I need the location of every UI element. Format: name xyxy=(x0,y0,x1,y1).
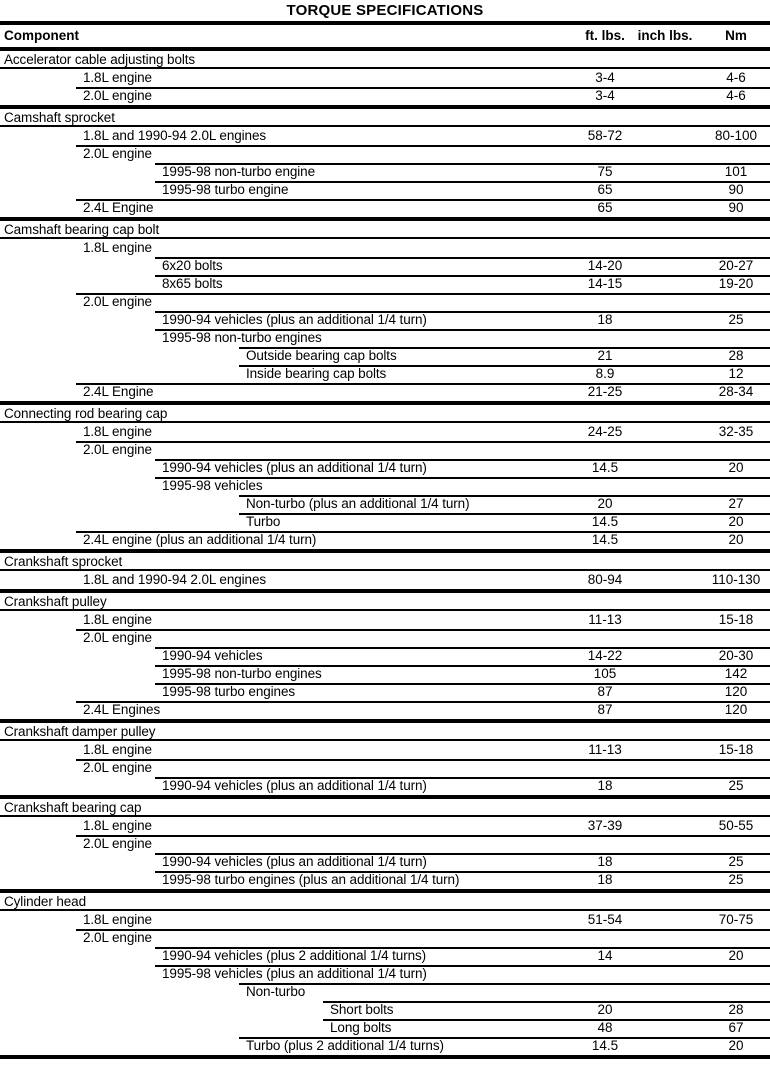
component-name: Crankshaft bearing cap xyxy=(4,800,142,815)
table-row xyxy=(0,911,770,929)
row-label: 2.0L engine xyxy=(83,146,152,161)
ft-lbs-value: 18 xyxy=(597,854,613,869)
row-label: 2.4L Engines xyxy=(83,702,161,717)
nm-value: 120 xyxy=(724,684,748,699)
nm-value: 142 xyxy=(724,666,748,681)
nm-value: 4-6 xyxy=(726,70,746,85)
ft-lbs-value: 18 xyxy=(597,872,613,887)
table-row xyxy=(0,163,770,181)
nm-value: 28-34 xyxy=(718,384,754,399)
table-row xyxy=(0,513,770,531)
row-label: 1995-98 turbo engines xyxy=(162,684,296,699)
table-row xyxy=(0,383,770,401)
ft-lbs-value: 65 xyxy=(597,200,613,215)
row-separator-line xyxy=(76,383,770,385)
nm-value: 50-55 xyxy=(718,818,754,833)
section xyxy=(0,593,770,723)
column-header-ft-lbs: ft. lbs. xyxy=(585,28,625,43)
row-label: 2.4L Engine xyxy=(83,384,154,399)
component-name: Connecting rod bearing cap xyxy=(4,406,168,421)
row-label: 2.0L engine xyxy=(83,836,152,851)
table-row xyxy=(0,983,770,1001)
section xyxy=(0,799,770,893)
table-row xyxy=(0,1001,770,1019)
nm-value: 90 xyxy=(728,200,744,215)
nm-value: 70-75 xyxy=(718,912,754,927)
component-name: Crankshaft pulley xyxy=(4,594,107,609)
row-label: 1990-94 vehicles xyxy=(162,648,263,663)
table-row xyxy=(0,741,770,759)
row-label: Long bolts xyxy=(330,1020,392,1035)
section-header-row xyxy=(0,109,770,127)
table-row xyxy=(0,181,770,199)
row-label: 1.8L engine xyxy=(83,742,152,757)
nm-value: 67 xyxy=(728,1020,744,1035)
nm-value: 28 xyxy=(728,348,744,363)
row-label: Short bolts xyxy=(330,1002,394,1017)
row-label: 1995-98 non-turbo engines xyxy=(162,330,322,345)
nm-value: 20 xyxy=(728,514,744,529)
table-row xyxy=(0,1019,770,1037)
row-separator-line xyxy=(76,629,770,631)
section-header-row xyxy=(0,799,770,817)
component-name: Accelerator cable adjusting bolts xyxy=(4,52,196,67)
table-row xyxy=(0,69,770,87)
row-label: 2.4L engine (plus an additional 1/4 turn) xyxy=(83,532,317,547)
table-row xyxy=(0,257,770,275)
table-row xyxy=(0,759,770,777)
row-separator-line xyxy=(76,701,770,703)
section xyxy=(0,51,770,109)
table-row xyxy=(0,701,770,719)
row-label: 8x65 bolts xyxy=(162,276,223,291)
row-label: 1995-98 non-turbo engine xyxy=(162,164,315,179)
nm-value: 20-30 xyxy=(718,648,754,663)
ft-lbs-value: 11-13 xyxy=(588,742,622,757)
row-separator-line xyxy=(76,929,770,931)
table-row xyxy=(0,571,770,589)
table-row xyxy=(0,329,770,347)
row-label: 1995-98 non-turbo engines xyxy=(162,666,322,681)
component-name: Cylinder head xyxy=(4,894,87,909)
table-row xyxy=(0,929,770,947)
table-row xyxy=(0,347,770,365)
ft-lbs-value: 14.5 xyxy=(591,532,619,547)
ft-lbs-value: 21 xyxy=(597,348,613,363)
component-name: Crankshaft damper pulley xyxy=(4,724,156,739)
table-row xyxy=(0,199,770,217)
row-label: 2.0L engine xyxy=(83,442,152,457)
nm-value: 110-130 xyxy=(711,572,761,587)
table-row xyxy=(0,441,770,459)
table-row xyxy=(0,835,770,853)
table-row xyxy=(0,275,770,293)
row-label: 2.0L engine xyxy=(83,630,152,645)
ft-lbs-value: 3-4 xyxy=(595,88,615,103)
ft-lbs-value: 80-94 xyxy=(587,572,623,587)
table-row xyxy=(0,495,770,513)
row-label: Non-turbo xyxy=(246,984,306,999)
row-label: 1995-98 turbo engines (plus an additional 1/4 turn) xyxy=(162,872,460,887)
ft-lbs-value: 14-20 xyxy=(587,258,623,273)
column-header-nm: Nm xyxy=(725,28,747,43)
section-header-row xyxy=(0,221,770,239)
nm-value: 20 xyxy=(728,948,744,963)
table-row xyxy=(0,477,770,495)
ft-lbs-value: 14 xyxy=(597,948,613,963)
ft-lbs-value: 18 xyxy=(597,312,613,327)
table-row xyxy=(0,127,770,145)
row-label: 2.0L engine xyxy=(83,294,152,309)
row-label: 1990-94 vehicles (plus an additional 1/4 turn) xyxy=(162,778,427,793)
section xyxy=(0,405,770,553)
row-label: 2.4L Engine xyxy=(83,200,154,215)
table-row xyxy=(0,947,770,965)
nm-value: 15-18 xyxy=(718,612,754,627)
row-label: 1995-98 vehicles xyxy=(162,478,263,493)
ft-lbs-value: 14-22 xyxy=(587,648,623,663)
nm-value: 120 xyxy=(724,702,748,717)
nm-value: 15-18 xyxy=(718,742,754,757)
row-separator-line xyxy=(76,199,770,201)
section-header-row xyxy=(0,593,770,611)
table-row xyxy=(0,1037,770,1055)
ft-lbs-value: 105 xyxy=(593,666,617,681)
row-label: 1990-94 vehicles (plus an additional 1/4 turn) xyxy=(162,460,427,475)
ft-lbs-value: 65 xyxy=(597,182,613,197)
table-row xyxy=(0,683,770,701)
section-header-row xyxy=(0,553,770,571)
row-separator-line xyxy=(76,835,770,837)
table-row xyxy=(0,965,770,983)
nm-value: 20 xyxy=(728,532,744,547)
ft-lbs-value: 75 xyxy=(597,164,613,179)
nm-value: 20-27 xyxy=(718,258,754,273)
ft-lbs-value: 3-4 xyxy=(595,70,615,85)
nm-value: 4-6 xyxy=(726,88,746,103)
nm-value: 27 xyxy=(728,496,744,511)
ft-lbs-value: 20 xyxy=(597,1002,613,1017)
row-label: 6x20 bolts xyxy=(162,258,223,273)
table-row xyxy=(0,647,770,665)
row-label: Outside bearing cap bolts xyxy=(246,348,397,363)
table-row xyxy=(0,459,770,477)
row-label: 1.8L engine xyxy=(83,240,152,255)
row-label: 1990-94 vehicles (plus 2 additional 1/4 turns) xyxy=(162,948,427,963)
row-separator-line xyxy=(76,759,770,761)
ft-lbs-value: 14-15 xyxy=(587,276,623,291)
row-label: 1.8L engine xyxy=(83,424,152,439)
row-label: Non-turbo (plus an additional 1/4 turn) xyxy=(246,496,470,511)
table-row xyxy=(0,853,770,871)
section-header-row xyxy=(0,51,770,69)
table-row xyxy=(0,531,770,549)
column-header-component: Component xyxy=(4,28,79,43)
table-row xyxy=(0,365,770,383)
table-row xyxy=(0,611,770,629)
row-label: Turbo (plus 2 additional 1/4 turns) xyxy=(246,1038,444,1053)
ft-lbs-value: 58-72 xyxy=(587,128,623,143)
row-label: 1.8L and 1990-94 2.0L engines xyxy=(83,572,267,587)
nm-value: 20 xyxy=(728,460,744,475)
row-label: 2.0L engine xyxy=(83,930,152,945)
nm-value: 101 xyxy=(724,164,748,179)
ft-lbs-value: 48 xyxy=(597,1020,613,1035)
component-name: Crankshaft sprocket xyxy=(4,554,123,569)
ft-lbs-value: 8.9 xyxy=(595,366,615,381)
row-label: Turbo xyxy=(246,514,281,529)
nm-value: 25 xyxy=(728,854,744,869)
row-separator-line xyxy=(76,145,770,147)
section xyxy=(0,723,770,799)
row-label: 1995-98 vehicles (plus an additional 1/4 turn) xyxy=(162,966,427,981)
nm-value: 25 xyxy=(728,312,744,327)
nm-value: 20 xyxy=(728,1038,744,1053)
row-label: 1.8L engine xyxy=(83,612,152,627)
section xyxy=(0,221,770,405)
row-label: 1990-94 vehicles (plus an additional 1/4 turn) xyxy=(162,854,427,869)
row-separator-line xyxy=(76,441,770,443)
section-header-row xyxy=(0,723,770,741)
table-header-row xyxy=(0,21,770,51)
ft-lbs-value: 21-25 xyxy=(587,384,623,399)
ft-lbs-value: 24-25 xyxy=(587,424,623,439)
table-row xyxy=(0,293,770,311)
torque-table-body xyxy=(0,51,770,1059)
table-row xyxy=(0,665,770,683)
component-name: Camshaft bearing cap bolt xyxy=(4,222,160,237)
section-header-row xyxy=(0,893,770,911)
ft-lbs-value: 14.5 xyxy=(591,514,619,529)
row-label: 1995-98 turbo engine xyxy=(162,182,289,197)
ft-lbs-value: 87 xyxy=(597,684,613,699)
table-row xyxy=(0,871,770,889)
nm-value: 12 xyxy=(728,366,744,381)
nm-value: 80-100 xyxy=(714,128,758,143)
section-header-row xyxy=(0,405,770,423)
row-label: 1990-94 vehicles (plus an additional 1/4 turn) xyxy=(162,312,427,327)
nm-value: 32-35 xyxy=(718,424,754,439)
nm-value: 25 xyxy=(728,778,744,793)
section xyxy=(0,553,770,593)
component-name: Camshaft sprocket xyxy=(4,110,115,125)
row-separator-line xyxy=(76,293,770,295)
table-row xyxy=(0,423,770,441)
table-row xyxy=(0,87,770,105)
nm-value: 90 xyxy=(728,182,744,197)
ft-lbs-value: 51-54 xyxy=(587,912,623,927)
row-separator-line xyxy=(239,513,770,515)
row-label: Inside bearing cap bolts xyxy=(246,366,387,381)
table-row xyxy=(0,239,770,257)
ft-lbs-value: 14.5 xyxy=(591,460,619,475)
section xyxy=(0,893,770,1059)
row-separator-line xyxy=(76,87,770,89)
nm-value: 19-20 xyxy=(718,276,754,291)
section xyxy=(0,109,770,221)
row-label: 1.8L engine xyxy=(83,912,152,927)
ft-lbs-value: 87 xyxy=(597,702,613,717)
row-label: 2.0L engine xyxy=(83,760,152,775)
row-label: 2.0L engine xyxy=(83,88,152,103)
ft-lbs-value: 14.5 xyxy=(591,1038,619,1053)
table-row xyxy=(0,311,770,329)
ft-lbs-value: 11-13 xyxy=(588,612,622,627)
ft-lbs-value: 20 xyxy=(597,496,613,511)
column-header-inch-lbs: inch lbs. xyxy=(637,28,693,43)
nm-value: 28 xyxy=(728,1002,744,1017)
ft-lbs-value: 18 xyxy=(597,778,613,793)
table-row xyxy=(0,777,770,795)
table-row xyxy=(0,817,770,835)
row-separator-line xyxy=(155,275,770,277)
row-separator-line xyxy=(239,983,770,985)
row-label: 1.8L engine xyxy=(83,818,152,833)
table-row xyxy=(0,629,770,647)
page-title: TORQUE SPECIFICATIONS xyxy=(286,2,484,19)
nm-value: 25 xyxy=(728,872,744,887)
row-label: 1.8L engine xyxy=(83,70,152,85)
table-row xyxy=(0,145,770,163)
row-separator-line xyxy=(155,257,770,259)
row-label: 1.8L and 1990-94 2.0L engines xyxy=(83,128,267,143)
ft-lbs-value: 37-39 xyxy=(587,818,623,833)
